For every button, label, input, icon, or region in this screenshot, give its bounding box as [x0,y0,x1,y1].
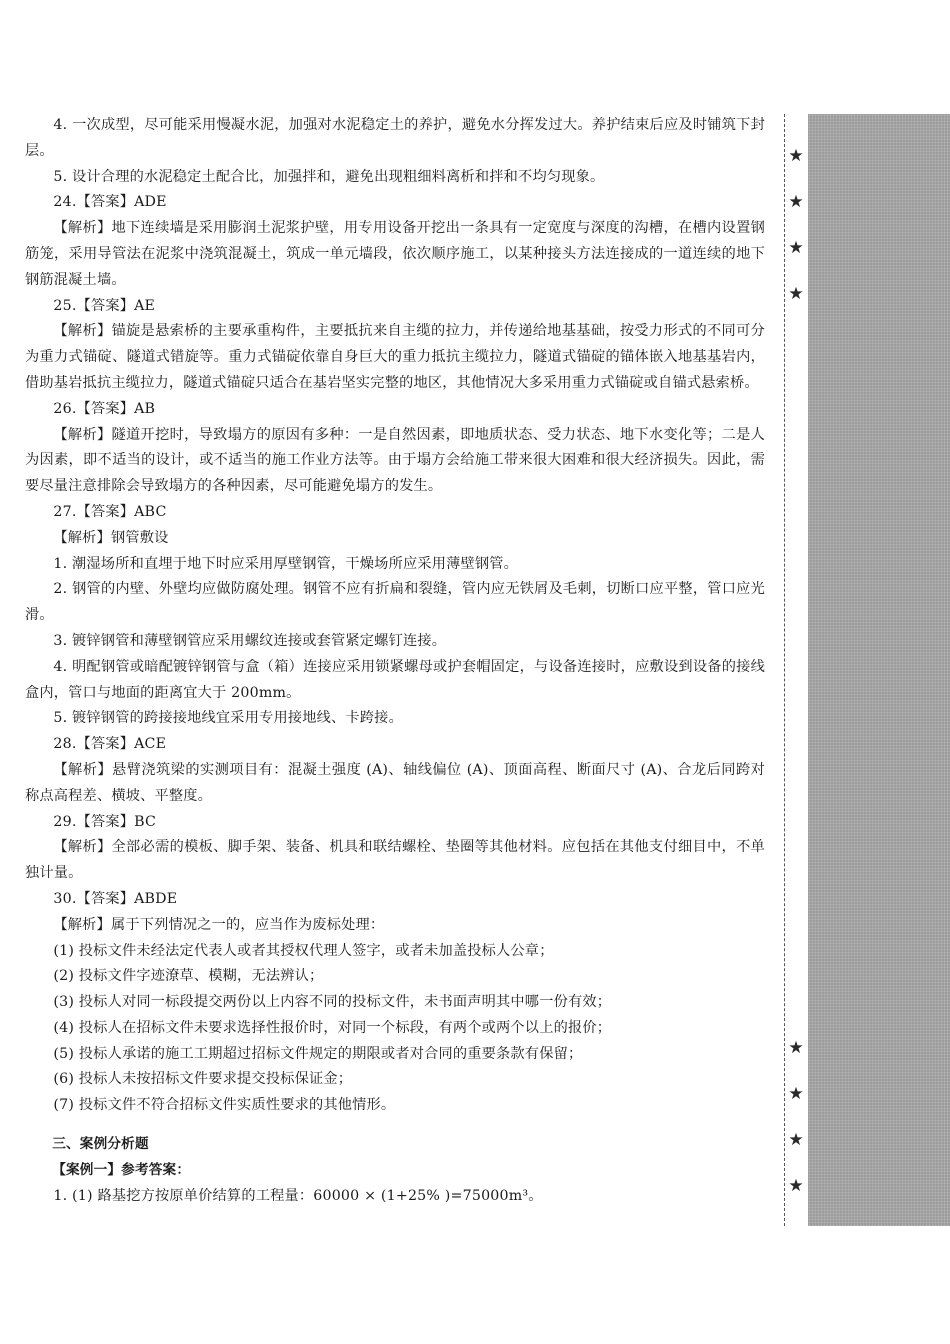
margin-dashed-line [784,114,785,1226]
paragraph-l18: 29.【答案】BC [53,813,157,830]
paragraph-l06: 【解析】锚旋是悬索桥的主要承重构件，主要抵抗来自主缆的拉力，并传递给地基基础，按受力形式的不同可分为重力式锚碇、隧道式错旋等。重力式锚碇依靠自身巨大的重力抵抗主缆拉力，隧道式锚碇的锚体嵌入地基基岩内，借助基岩抵抗主缆拉力，隧道式锚碇只适合在基岩坚实完整的地区，其他情况大多采用重力式锚碇或自锚式悬索桥。 [25,323,765,391]
star-icon: ★ [788,192,804,212]
paragraph-l13: 3. 镀锌钢管和薄壁钢管应采用螺纹连接或套管紧定螺钉连接。 [53,632,447,649]
paragraph-l20: 30.【答案】ABDE [53,890,178,907]
paragraph-l01: 4. 一次成型，尽可能采用慢凝水泥，加强对水泥稳定土的养护，避免水分挥发过大。养护结束后应及时铺筑下封层。 [25,117,765,159]
paragraph-l12: 2. 钢管的内壁、外壁均应做防腐处理。钢管不应有折扁和裂缝，管内应无铁屑及毛刺，切断口应平整，管口应光滑。 [25,581,765,624]
paragraph-l03: 24.【答案】ADE [53,194,167,211]
star-icon: ★ [788,1084,804,1104]
star-icon: ★ [788,284,804,304]
paragraph-l11: 1. 潮湿场所和直埋于地下时应采用厚壁钢管，干燥场所应采用薄壁钢管。 [53,555,519,572]
paragraph-l14: 4. 明配钢管或暗配镀锌钢管与盒（箱）连接应采用锁紧螺母或护套帽固定，与设备连接时，应敷设到设备的接线盒内，管口与地面的距离宜大于 200mm。 [25,658,765,701]
paragraph-l05: 25.【答案】AE [53,297,156,314]
paragraph-l17: 【解析】悬臂浇筑梁的实测项目有：混凝土强度 (A)、轴线偏位 (A)、顶面高程、断面尺寸 (A)、合龙后同跨对称点高程差、横坡、平整度。 [25,761,765,804]
star-icon: ★ [788,1176,804,1196]
star-icon: ★ [788,1130,804,1150]
paragraph-l28: (7) 投标文件不符合招标文件实质性要求的其他情形。 [53,1097,396,1114]
paragraph-l24: (3) 投标人对同一标段提交两份以上内容不同的投标文件，未书面声明其中哪一份有效； [53,994,612,1011]
paragraph-l02: 5. 设计合理的水泥稳定土配合比，加强拌和，避免出现粗细料离析和拌和不均匀现象。 [53,168,605,185]
paragraph-l27: (6) 投标人未按招标文件要求提交投标保证金； [53,1071,353,1088]
paragraph-l07: 26.【答案】AB [53,400,156,417]
paragraph-l21: 【解析】属于下列情况之一的，应当作为废标处理： [53,916,385,933]
paragraph-l23: (2) 投标文件字迹潦草、模糊，无法辨认； [53,968,324,985]
paragraph-l31: 1. (1) 路基挖方按原单价结算的工程量：60000 × (1+25% )=75000m³。 [53,1187,543,1204]
paragraph-l29: 三、案例分析题 [52,1136,149,1153]
paragraph-l15: 5. 镀锌钢管的跨接接地线宜采用专用接地线、卡跨接。 [53,710,403,727]
paragraph-l26: (5) 投标人承诺的施工工期超过招标文件规定的期限或者对合同的重要条款有保留； [53,1045,583,1062]
paragraph-l30: 【案例一】参考答案： [52,1161,191,1178]
paragraph-l10: 【解析】钢管敷设 [53,529,169,546]
paragraph-l16: 28.【答案】ACE [53,736,167,753]
star-icon: ★ [788,238,804,258]
document-body [25,113,765,1209]
paragraph-l09: 27.【答案】ABC [53,503,167,520]
star-icon: ★ [788,1038,804,1058]
paragraph-l22: (1) 投标文件未经法定代表人或者其授权代理人签字，或者未加盖投标人公章； [53,942,554,959]
paragraph-l25: (4) 投标人在招标文件未要求选择性报价时，对同一个标段，有两个或两个以上的报价； [53,1019,612,1036]
star-icon: ★ [788,146,804,166]
paragraph-l19: 【解析】全部必需的模板、脚手架、装备、机具和联结螺栓、垫圈等其他材料。应包括在其他支付细目中，不单独计量。 [25,839,765,882]
paragraph-l04: 【解析】地下连续墙是采用膨润土泥浆护壁，用专用设备开挖出一条具有一定宽度与深度的沟槽，在槽内设置钢筋笼，采用导管法在泥浆中浇筑混凝土，筑成一单元墙段，依次顺序施工，以某种接头方法连接成的一道连续的地下钢筋混凝土墙。 [25,220,765,288]
margin-gray-bar [808,114,950,1226]
paragraph-l08: 【解析】隧道开挖时，导致塌方的原因有多种：一是自然因素，即地质状态、受力状态、地下水变化等；二是人为因素，即不适当的设计，或不适当的施工作业方法等。由于塌方会给施工带来很大困难和很大经济损失。因此，需要尽量注意排除会导致塌方的各种因素，尽可能避免塌方的发生。 [25,426,765,495]
